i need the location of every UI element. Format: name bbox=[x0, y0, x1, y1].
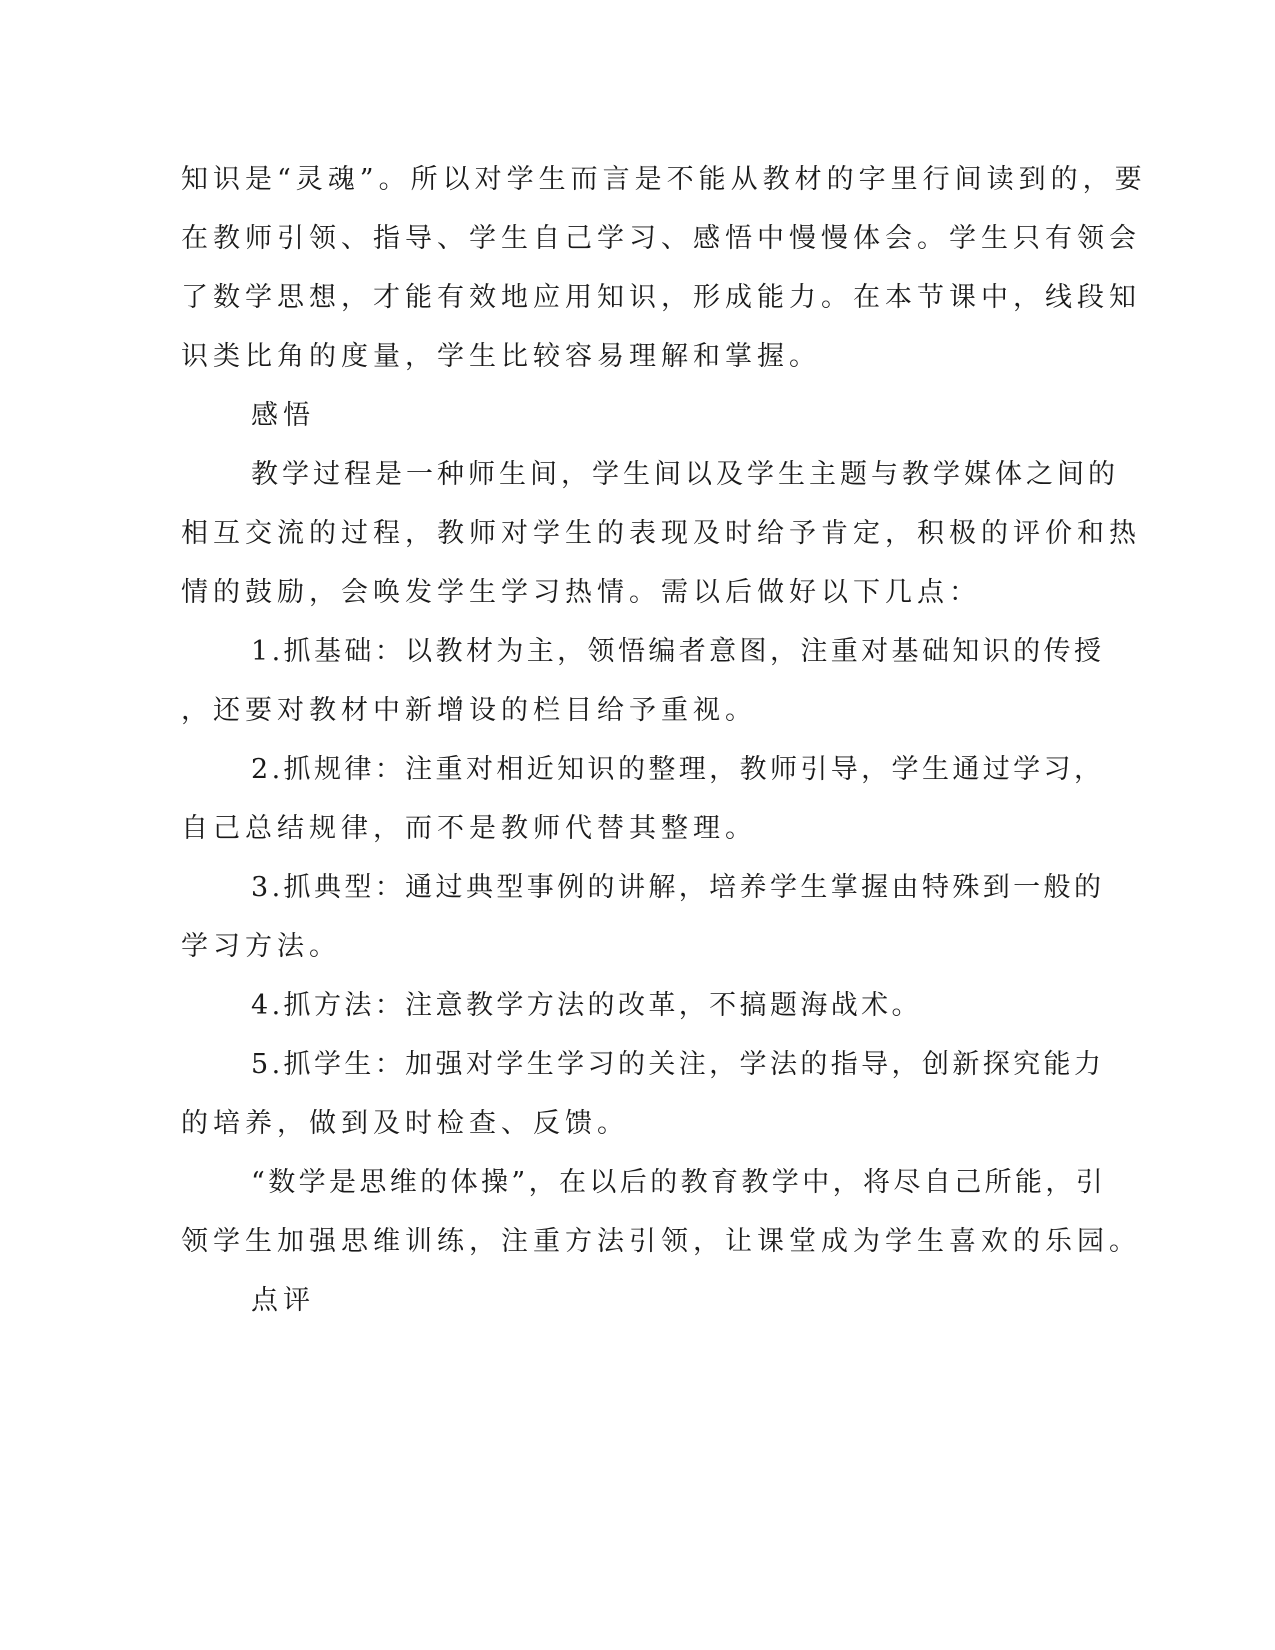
paragraph-line: 在教师引领、指导、学生自己学习、感悟中慢慢体会。学生只有领会 bbox=[181, 223, 1141, 254]
list-item-3: 3.抓典型：通过典型事例的讲解，培养学生掌握由特殊到一般的 bbox=[251, 872, 1105, 903]
paragraph-line: 学习方法。 bbox=[181, 931, 341, 962]
section-heading-ganwu: 感悟 bbox=[251, 400, 315, 431]
paragraph-line: 的培养，做到及时检查、反馈。 bbox=[181, 1108, 629, 1139]
paragraph-line: 了数学思想，才能有效地应用知识，形成能力。在本节课中，线段知 bbox=[181, 282, 1141, 313]
paragraph-line: 教学过程是一种师生间，学生间以及学生主题与教学媒体之间的 bbox=[251, 459, 1119, 490]
list-item-1: 1.抓基础：以教材为主，领悟编者意图，注重对基础知识的传授 bbox=[251, 636, 1105, 667]
paragraph-line: 相互交流的过程，教师对学生的表现及时给予肯定，积极的评价和热 bbox=[181, 518, 1141, 549]
paragraph-line: 领学生加强思维训练，注重方法引领，让课堂成为学生喜欢的乐园。 bbox=[181, 1226, 1141, 1257]
list-item-4: 4.抓方法：注意教学方法的改革，不搞题海战术。 bbox=[251, 990, 922, 1021]
paragraph-line: ，还要对教材中新增设的栏目给予重视。 bbox=[181, 695, 757, 726]
list-item-5: 5.抓学生：加强对学生学习的关注，学法的指导，创新探究能力 bbox=[251, 1049, 1105, 1080]
paragraph-line: 情的鼓励，会唤发学生学习热情。需以后做好以下几点： bbox=[181, 577, 981, 608]
paragraph-line: 知识是“灵魂”。所以对学生而言是不能从教材的字里行间读到的，要 bbox=[181, 164, 1147, 195]
paragraph-line: 自己总结规律，而不是教师代替其整理。 bbox=[181, 813, 757, 844]
list-item-2: 2.抓规律：注重对相近知识的整理，教师引导，学生通过学习， bbox=[251, 754, 1105, 785]
paragraph-line: “数学是思维的体操”，在以后的教育教学中，将尽自己所能，引 bbox=[251, 1167, 1107, 1198]
paragraph-line: 识类比角的度量，学生比较容易理解和掌握。 bbox=[181, 341, 821, 372]
section-heading-dianping: 点评 bbox=[251, 1285, 315, 1316]
